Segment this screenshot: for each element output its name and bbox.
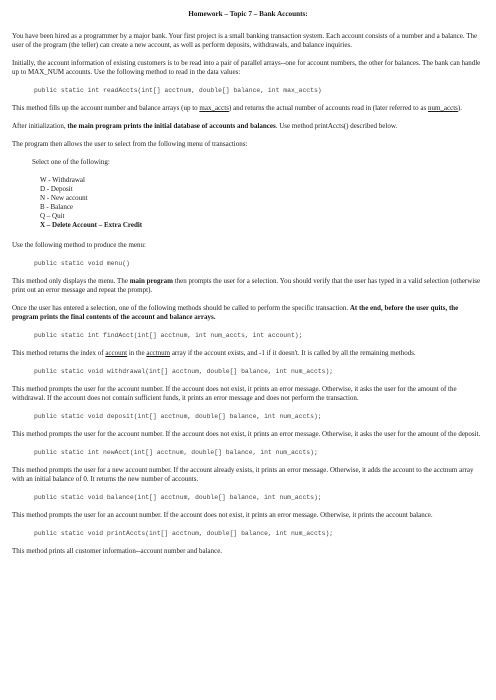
print-desc-paragraph: This method prints all customer information--account number and balance.	[12, 547, 223, 555]
code-balance: public static void balance(int[] acctnum, double[] balance, int num_accts);	[34, 494, 322, 501]
once-text-a: Once the user has entered a selection, one of the following methods should be called to perform the specific transaction.	[12, 304, 350, 312]
transaction-menu	[32, 158, 484, 230]
find-text-c: array if the account exists, and -1 if it doesn't. It is called by all the remaining methods.	[170, 349, 416, 357]
intro-paragraph: You have been hired as a programmer by a major bank. Your first project is a small banking transaction system. Each account consists of a number and a balance. The user of the program (the teller) can create a new account, as well as perform deposits, withdrawals, and balance inquiries.	[12, 32, 478, 49]
code-print-accts: public static void printAccts(int[] acctnum, double[] balance, int num_accts);	[34, 530, 334, 537]
fills-text-c: ).	[457, 104, 462, 112]
new-acct-desc-paragraph: This method prompts the user for a new account number. If the account already exists, it prints an error message. Otherwise, it adds the account to the acctnum array with an initial balance of 0. It returns the new number of accounts.	[12, 466, 474, 483]
code-withdrawal: public static void withdrawal(int[] acctnum, double[] balance, int num_accts);	[34, 368, 334, 375]
balance-desc-paragraph: This method prompts the user for an account number. If the account does not exist, it prints an error message. Otherwise, it prints the account balance.	[12, 511, 433, 519]
after-bold-text: the main program prints the initial database of accounts and balances	[67, 122, 276, 130]
withdrawal-desc-paragraph: This method prompts the user for the account number. If the account does not exist, it prints an error message. Otherwise, it asks the user for the amount of the withdrawal. If the account does not contain sufficient funds, it prints an error message and does not perform the transaction.	[12, 385, 457, 402]
fills-text-a: This method fills up the account number and balance arrays (up to	[12, 104, 200, 112]
find-text-a: This method returns the index of	[12, 349, 106, 357]
after-text-b: . Use method printAccts() described below.	[275, 122, 398, 130]
page-title: Homework – Topic 7 – Bank Accounts:	[188, 10, 308, 18]
menu-option-quit: Q – Quit	[40, 212, 65, 220]
code-new-acct: public static int newAcct(int[] acctnum, double[] balance, int num_accts);	[34, 449, 318, 456]
after-init-paragraph	[12, 122, 484, 131]
menu-desc-paragraph	[12, 277, 484, 295]
fills-paragraph	[12, 104, 484, 113]
menu-desc-text-b: then prompts the user for a selection. You should verify that the user has typed in a valid selection (otherwise print out an error message and repeat the prompt).	[12, 277, 481, 294]
menu-option-deposit: D - Deposit	[40, 185, 73, 193]
init-paragraph: Initially, the account information of existing customers is to be read into a pair of parallel arrays--one for account numbers, the other for balances. The bank can handle up to MAX_NUM accounts. Use the following method to read in the data values:	[12, 59, 481, 76]
code-read-accts: public static int readAccts(int[] acctnum, double[] balance, int max_accts)	[34, 87, 322, 94]
code-find-acct: public static int findAcct(int[] acctnum, int num_accts, int account);	[34, 332, 303, 339]
menu-intro-paragraph: The program then allows the user to select from the following menu of transactions:	[12, 140, 248, 148]
menu-header: Select one of the following:	[32, 158, 110, 166]
menu-option-withdrawal: W - Withdrawal	[40, 176, 85, 184]
deposit-desc-paragraph: This method prompts the user for the account number. If the account does not exist, it prints an error message. Otherwise, it asks the user for the amount of the deposit.	[12, 430, 481, 438]
menu-desc-text-a: This method only displays the menu. The	[12, 277, 130, 285]
menu-option-balance: B - Balance	[40, 203, 74, 211]
num-accts-term: num_accts	[427, 104, 458, 112]
after-text-a: After initialization,	[12, 122, 68, 130]
once-paragraph	[12, 304, 484, 322]
acctnum-term: acctnum	[146, 349, 171, 357]
code-menu: public static void menu()	[34, 260, 130, 267]
menu-option-delete-account: X – Delete Account – Extra Credit	[40, 221, 143, 229]
fills-text-b: ) and returns the actual number of accounts read in (later referred to as	[228, 104, 428, 112]
once-bold: At the end, before the user quits, the program prints the final contents of the account and balance arrays.	[12, 304, 459, 321]
menu-option-new-account: N - New account	[40, 194, 88, 202]
use-menu-paragraph: Use the following method to produce the menu:	[12, 241, 146, 249]
max-accts-term: max_accts	[199, 104, 229, 112]
find-text-b: in the	[127, 349, 147, 357]
account-term: account	[105, 349, 128, 357]
find-desc-paragraph	[12, 349, 484, 358]
menu-desc-bold: main program	[129, 277, 173, 285]
code-deposit: public static void deposit(int[] acctnum, double[] balance, int num_accts);	[34, 413, 322, 420]
